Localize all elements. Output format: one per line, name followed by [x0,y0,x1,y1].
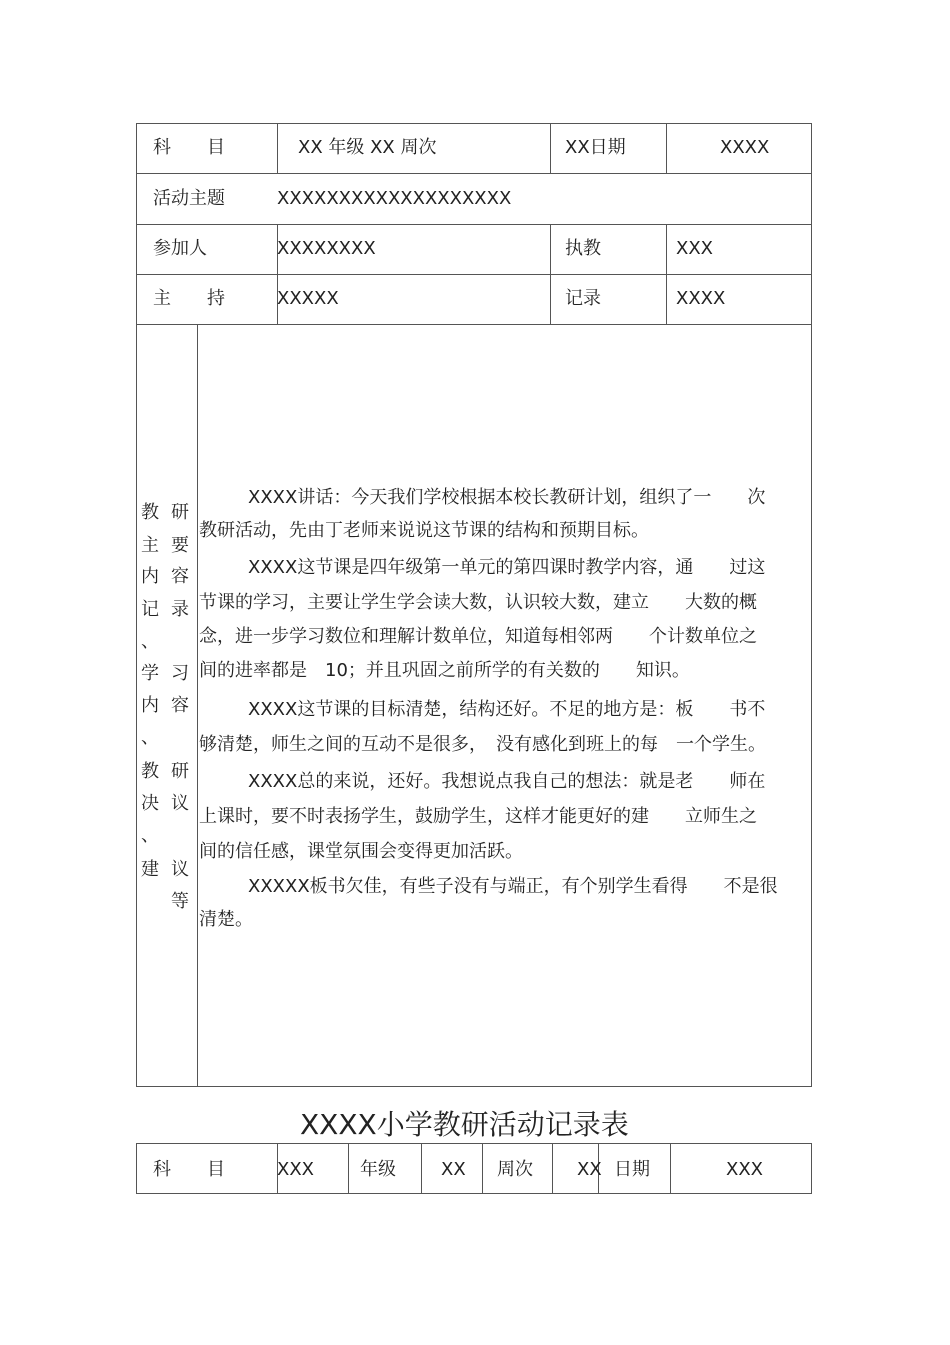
side-char: 容 [171,566,189,587]
content-line: 清楚。 [199,909,253,930]
content-line: XXXX总的来说，还好。我想说点我自己的想法：就是老 师在 [248,771,766,792]
t2-date-label: 日期 [614,1159,650,1180]
side-char: 、 [141,825,159,846]
content-line: 念，进一步学习数位和理解计数单位，知道每相邻两 个计数单位之 [199,626,757,647]
date-label: XX日期 [565,137,626,158]
participants-value: XXXXXXXX [277,238,376,259]
t2-subject-label: 科 目 [153,1159,225,1180]
content-line: XXXX讲话：今天我们学校根据本校长教研计划，组织了一 次 [248,487,766,508]
t2-date-value: XXX [726,1159,763,1180]
side-char: 容 [171,695,189,716]
side-char: 内 [141,695,159,716]
content-line: XXXX这节课的目标清楚，结构还好。不足的地方是：板 书不 [248,699,766,720]
side-char: 、 [141,727,159,748]
topic-value: XXXXXXXXXXXXXXXXXXX [277,188,512,209]
recorder-label: 记录 [565,288,601,309]
side-char: 研 [171,761,189,782]
side-char: 议 [171,793,189,814]
content-line: 间的进率都是 10；并且巩固之前所学的有关数的 知识。 [199,660,690,681]
t2-grade-label: 年级 [360,1159,396,1180]
t2-week-label: 周次 [497,1159,533,1180]
t2-grade-value: XX [441,1159,466,1180]
content-line: 够清楚，师生之间的互动不是很多， 没有感化到班上的每 一个学生。 [199,734,766,755]
side-char: 议 [171,859,189,880]
side-char: 、 [141,631,159,652]
page-title: XXXX小学教研活动记录表 [300,1108,629,1141]
content-line: 节课的学习，主要让学生学会读大数，认识较大数，建立 大数的概 [199,592,757,613]
teacher-label: 执教 [565,238,601,259]
side-char: 内 [141,566,159,587]
t2-week-value: XX [577,1159,602,1180]
date-value: XXXX [720,137,770,158]
content-line: XXXXX板书欠佳，有些子没有与端正，有个别学生看得 不是很 [248,876,778,897]
side-char: 要 [171,535,189,556]
recorder-value: XXXX [676,288,726,309]
side-char: 教 [141,761,159,782]
side-char: 研 [171,502,189,523]
topic-label: 活动主题 [153,188,225,209]
side-char: 建 [141,859,159,880]
side-char: 等 [171,891,189,912]
content-line: XXXX这节课是四年级第一单元的第四课时教学内容，通 过这 [248,557,766,578]
side-char: 记 [141,599,159,620]
t2-subject-value: XXX [277,1159,314,1180]
content-line: 上课时，要不时表扬学生，鼓励学生，这样才能更好的建 立师生之 [199,806,757,827]
side-char: 学 [141,663,159,684]
host-value: XXXXX [277,288,339,309]
content-line: 间的信任感，课堂氛围会变得更加活跃。 [199,841,523,862]
side-char: 主 [141,535,159,556]
content-line: 教研活动，先由丁老师来说说这节课的结构和预期目标。 [199,520,649,541]
side-char: 教 [141,502,159,523]
grade-week-value: XX 年级 XX 周次 [298,137,437,158]
side-char: 录 [171,599,189,620]
side-char: 习 [171,663,189,684]
host-label: 主 持 [153,288,225,309]
side-char: 决 [141,793,159,814]
participants-label: 参加人 [153,238,207,259]
teacher-value: XXX [676,238,713,259]
subject-label: 科 目 [153,137,225,158]
